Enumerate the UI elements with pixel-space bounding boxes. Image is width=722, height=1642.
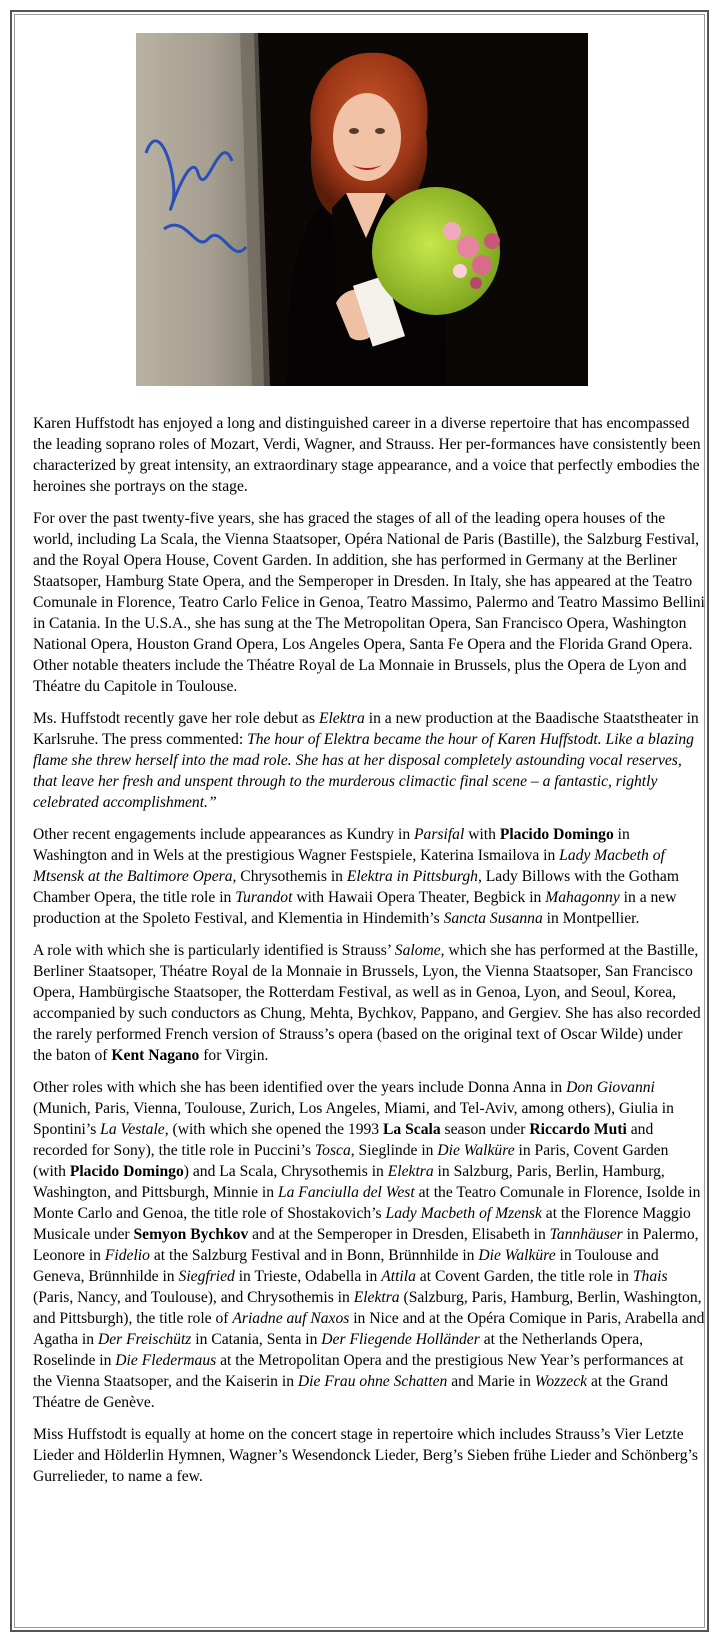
italic-title: Thais	[632, 1268, 668, 1285]
italic-title: Parsifal	[414, 826, 465, 843]
italic-title: Don Giovanni	[566, 1079, 655, 1096]
text-run: in a new production at the Spoleto Festival, and Klementia in Hindemith’s	[33, 889, 677, 927]
italic-title: Die Walküre	[478, 1247, 556, 1264]
text-run: , Sieglinde in	[350, 1142, 438, 1159]
text-run: , (with which she opened the 1993	[164, 1121, 383, 1138]
italic-title: Elektra in Pittsburgh,	[346, 868, 482, 885]
text-run: A role with which she is particularly identified is Strauss’	[33, 942, 395, 959]
text-run: in Toulouse and Geneva, Brünnhilde in	[33, 1247, 659, 1285]
text-run: Miss Huffstodt is equally at home on the concert stage in repertoire which includes Strauss’s Vier Letzte Lieder and Hölderlin Hymnen, Wagner’s Wesendonck Lieder, Berg’s Sieben frühe Lieder and Schönberg’s Gurrelieder, to name a few.	[33, 1426, 698, 1485]
bio-paragraph-concert-repertoire	[33, 1424, 705, 1487]
text-run: at the Metropolitan Opera and the prestigious New Year’s performances at the Vienna Staatsoper, and the Kaiserin in	[33, 1352, 684, 1390]
text-run: Lady Billows with the Gotham Chamber Opera, the title role in	[33, 868, 679, 906]
text-run: for Virgin.	[199, 1047, 269, 1064]
text-run: season under	[440, 1121, 530, 1138]
text-run: with Hawaii Opera Theater, Begbick in	[292, 889, 546, 906]
italic-title: Siegfried	[178, 1268, 235, 1285]
bold-name: Placido Domingo	[499, 826, 614, 843]
text-run: Other roles with which she has been identified over the years include Donna Anna in	[33, 1079, 567, 1096]
italic-title: Elektra	[387, 1163, 434, 1180]
italic-title: Ariadne auf Naxos	[232, 1310, 350, 1327]
bold-name: Semyon Bychkov	[133, 1226, 249, 1243]
bio-paragraph-opera-houses	[33, 508, 705, 697]
bio-paragraph-intro	[33, 413, 705, 497]
italic-title: La Vestale	[100, 1121, 165, 1138]
text-run: Ms. Huffstodt recently gave her role debut as	[33, 710, 319, 727]
italic-title: Attila	[381, 1268, 416, 1285]
text-run: at the Netherlands Opera, Roselinde in	[33, 1331, 644, 1369]
italic-title: Die Walküre	[437, 1142, 515, 1159]
bio-paragraph-recent-engagements	[33, 824, 705, 929]
italic-title: Lady Macbeth of Mzensk	[385, 1205, 542, 1222]
text-run: For over the past twenty-five years, she has graced the stages of all of the leading opera houses of the world, including La Scala, the Vienna Staatsoper, Opéra National de Paris (Bastille), the Salzburg Festival, and the Royal Opera House, Covent Garden. In addition, she has performed in Germany at the Berliner Staatsoper, Hamburg State Opera, and the Semperoper in Dresden. In Italy, she has appeared at the Teatro Comunale in Florence, Teatro Carlo Felice in Genoa, Teatro Massimo, Palermo and Teatro Massimo Bellini in Catania. In the U.S.A., she has sung at the The Metropolitan Opera, San Francisco Opera, Washington National Opera, Houston Grand Opera, Los Angeles Opera, Santa Fe Opera and the Florida Grand Opera. Other notable theaters include the Théatre Royal de La Monnaie in Brussels, plus the Opera de Lyon and Théatre du Capitole in Toulouse.	[33, 510, 705, 695]
text-run: in Montpellier.	[542, 910, 640, 927]
italic-title: Wozzeck	[534, 1373, 588, 1390]
italic-title: Tosca	[314, 1142, 351, 1159]
italic-title: Der Fliegende Holländer	[321, 1331, 480, 1348]
bold-name: La Scala	[383, 1121, 441, 1138]
text-run: at the Teatro Comunale in Florence, Isolde in Monte Carlo and Genoa, the title role of Shostakovich’s	[33, 1184, 701, 1222]
bold-name: Riccardo Muti	[529, 1121, 627, 1138]
text-run: Karen Huffstodt has enjoyed a long and distinguished career in a diverse repertoire that has encompassed the leading soprano roles of Mozart, Verdi, Wagner, and Strauss. Her per-formances have consistently been characterized by great intensity, an extraordinary stage appearance, and a voice that perfectly embodies the heroines she portrays on the stage.	[33, 415, 701, 495]
bold-name: Kent Nagano	[111, 1047, 200, 1064]
italic-title: Die Frau ohne Schatten	[297, 1373, 448, 1390]
text-run: Chrysothemis in	[236, 868, 347, 885]
text-run: in Washington and in Wels at the prestigious Wagner Festspiele, Katerina Ismailova in	[33, 826, 630, 864]
text-run: in Paris, Covent Garden (with	[33, 1142, 669, 1180]
italic-title: Tannhäuser	[549, 1226, 623, 1243]
italic-title: Fidelio	[104, 1247, 150, 1264]
biography-article	[33, 413, 705, 1498]
text-run: and at the Semperoper in Dresden, Elisabeth in	[248, 1226, 550, 1243]
text-run: in Palermo, Leonore in	[33, 1226, 699, 1264]
italic-title: The hour of Elektra became the hour of Karen Huffstodt. Like a blazing flame she threw herself into the mad role. She has at her disposal completely astounding vocal reserves, that leave her fresh and unspent through to the murderous climactic final scene – a fantastic, rightly celebrated accomplishment.”	[33, 731, 694, 811]
text-run: at the Florence Maggio Musicale under	[33, 1205, 691, 1243]
text-run: in Nice and at the Opéra Comique in Paris, Arabella and Agatha in	[33, 1310, 705, 1348]
italic-title: La Fanciulla del West	[277, 1184, 415, 1201]
text-run: at the Grand Théatre de Genève.	[33, 1373, 669, 1411]
italic-title: Mahagonny	[545, 889, 620, 906]
italic-title: Lady Macbeth of Mtsensk at the Baltimore Opera,	[33, 847, 665, 885]
italic-title: Sancta Susanna	[443, 910, 543, 927]
text-run: , which she has performed at the Bastille, Berliner Staatsoper, Théatre Royal de la Monnaie in Brussels, Lyon, the Vienna Staatsoper, San Francisco Opera, Hambürgische Staatsoper, the Rotterdam Festival, as well as in Genoa, Lyon, and Seoul, Korea, accompanied by such conductors as Chung, Mehta, Bychkov, Pappano, and Gergiev. She has also recorded the rarely performed French version of Strauss’s opera (based on the original text of Oscar Wilde) under the baton of	[33, 942, 701, 1064]
italic-title: Elektra	[353, 1289, 400, 1306]
italic-title: Elektra	[318, 710, 365, 727]
text-run: ) and La Scala, Chrysothemis in	[183, 1163, 388, 1180]
italic-title: Der Freischütz	[97, 1331, 192, 1348]
italic-title: Die Fledermaus	[115, 1352, 217, 1369]
bold-name: Placido Domingo	[69, 1163, 184, 1180]
bio-paragraph-elektra-debut	[33, 708, 705, 813]
text-run: in Catania, Senta in	[191, 1331, 322, 1348]
italic-title: Turandot	[235, 889, 293, 906]
text-run: in Salzburg, Paris, Berlin, Hamburg, Washington, and Pittsburgh, Minnie in	[33, 1163, 665, 1201]
text-run: and Marie in	[447, 1373, 535, 1390]
text-run: at Covent Garden, the title role in	[415, 1268, 633, 1285]
text-run: in Trieste, Odabella in	[234, 1268, 382, 1285]
bio-paragraph-other-roles	[33, 1077, 705, 1413]
text-run: with	[464, 826, 500, 843]
text-run: (Salzburg, Paris, Hamburg, Berlin, Washington, and Pittsburgh), the title role of	[33, 1289, 702, 1327]
singer-photo	[136, 33, 588, 386]
italic-title: Salome	[394, 942, 441, 959]
singer-photo-illustration	[136, 33, 588, 386]
text-run: and recorded for Sony), the title role in Puccini’s	[33, 1121, 654, 1159]
text-run: at the Salzburg Festival and in Bonn, Brünnhilde in	[149, 1247, 479, 1264]
text-run: in a new production at the Baadische Staatstheater in Karlsruhe. The press commented:	[33, 710, 699, 748]
text-run: Other recent engagements include appearances as Kundry in	[33, 826, 415, 843]
text-run: (Munich, Paris, Vienna, Toulouse, Zurich, Los Angeles, Miami, and Tel-Aviv, among others), Giulia in Spontini’s	[33, 1100, 674, 1138]
bio-paragraph-salome	[33, 940, 705, 1066]
text-run: (Paris, Nancy, and Toulouse), and Chrysothemis in	[33, 1289, 354, 1306]
